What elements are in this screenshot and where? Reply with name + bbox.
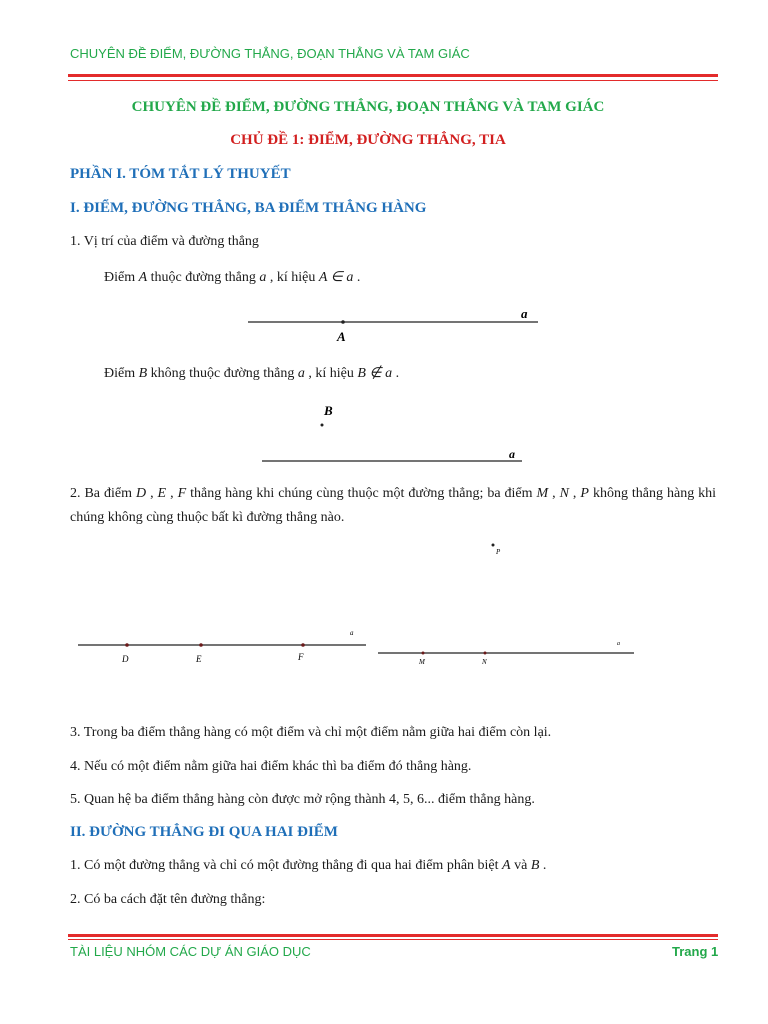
- figure-point-off-line: [250, 400, 540, 470]
- label-point-f: F: [298, 652, 304, 662]
- point-f-dot: [301, 643, 305, 647]
- footer-source: TÀI LIỆU NHÓM CÁC DỰ ÁN GIÁO DỤC: [70, 944, 311, 959]
- math-var: B: [138, 366, 148, 381]
- math-var: A: [138, 270, 148, 285]
- item-2-paragraph: [70, 482, 716, 530]
- point-a-statement: [104, 269, 360, 286]
- text: Điểm: [104, 366, 139, 381]
- point-a-dot: [341, 320, 345, 324]
- chapter-title: [0, 132, 736, 149]
- document-title: CHUYÊN ĐỀ ĐIỂM, ĐƯỜNG THẲNG, ĐOẠN THẲNG VÀ TAM GIÁC: [131, 99, 605, 115]
- text: thuộc đường thẳng: [147, 270, 260, 285]
- text: ,: [568, 486, 581, 501]
- text: .: [539, 858, 547, 873]
- text: không thuộc đường thẳng: [147, 366, 298, 381]
- figure-collinear-points: [70, 622, 370, 672]
- math-var: A: [502, 858, 511, 873]
- part-heading: PHẦN I. TÓM TẮT LÝ THUYẾT: [70, 166, 291, 182]
- text: , kí hiệu: [304, 366, 358, 381]
- figure-noncollinear-points: [372, 540, 642, 670]
- math-var: B: [530, 858, 540, 873]
- label-point-b: B: [324, 403, 333, 418]
- text: thẳng hàng khi chúng cùng thuộc một đường thẳng; ba điểm: [186, 486, 537, 501]
- footer-rule: [68, 934, 718, 937]
- point-n-dot: [484, 652, 487, 655]
- text: ,: [166, 486, 178, 501]
- point-m-dot: [422, 652, 425, 655]
- text: Điểm: [104, 270, 139, 285]
- math-var: F: [177, 486, 187, 501]
- point-b-statement: [104, 365, 399, 382]
- math-notation: A ∈ a: [318, 270, 354, 285]
- text: , kí hiệu: [266, 270, 319, 285]
- item-1-heading: 1. Vị trí của điểm và đường thẳng: [70, 234, 259, 249]
- math-var: a: [259, 270, 267, 285]
- header-rule: [68, 74, 718, 77]
- label-line-a: a: [617, 641, 620, 647]
- point-p-dot: [492, 544, 495, 547]
- page-number: Trang 1: [672, 944, 719, 959]
- point-d-dot: [125, 643, 129, 647]
- label-point-d: D: [122, 654, 129, 664]
- math-var: M: [536, 486, 549, 501]
- chapter-prefix: CHỦ ĐỀ 1:: [230, 132, 305, 148]
- math-var: N: [559, 486, 569, 501]
- label-point-m: M: [419, 658, 425, 666]
- ii-item-2: 2. Có ba cách đặt tên đường thẳng:: [70, 892, 266, 907]
- point-b-dot: [321, 424, 324, 427]
- math-var: P: [580, 486, 589, 501]
- math-var: a: [297, 366, 305, 381]
- ii-item-1: [70, 858, 546, 874]
- text: .: [353, 270, 361, 285]
- item-4: 4. Nếu có một điểm nằm giữa hai điểm khác thì ba điểm đó thẳng hàng.: [70, 759, 472, 774]
- math-var: D: [135, 486, 147, 501]
- section-heading-1: I. ĐIỂM, ĐƯỜNG THẲNG, BA ĐIỂM THẲNG HÀNG: [70, 200, 427, 216]
- text: .: [392, 366, 400, 381]
- label-line-a: a: [521, 306, 528, 321]
- label-point-e: E: [196, 654, 202, 664]
- item-3: 3. Trong ba điểm thẳng hàng có một điểm và chỉ một điểm nằm giữa hai điểm còn lại.: [70, 725, 552, 740]
- math-var: E: [157, 486, 167, 501]
- section-heading-2: II. ĐƯỜNG THẲNG ĐI QUA HAI ĐIỂM: [70, 824, 338, 840]
- label-point-a: A: [337, 329, 346, 344]
- point-e-dot: [199, 643, 203, 647]
- header-rule-thin: [68, 80, 718, 81]
- chapter-name: ĐIỂM, ĐƯỜNG THẲNG, TIA: [304, 132, 506, 148]
- label-point-p: P: [496, 548, 501, 556]
- text: 1. Có một đường thẳng và chỉ có một đường thẳng đi qua hai điểm phân biệt: [70, 858, 503, 873]
- running-header: CHUYÊN ĐỀ ĐIỂM, ĐƯỜNG THẲNG, ĐOẠN THẲNG VÀ TAM GIÁC: [70, 46, 470, 61]
- text: 2. Ba điểm: [70, 486, 136, 501]
- label-point-n: N: [482, 658, 487, 666]
- text: không thẳng hàng khi chúng không cùng thuộc bất kì đường thẳng nào.: [70, 486, 717, 525]
- label-line-a: a: [350, 629, 354, 637]
- figure-point-on-line: [240, 305, 550, 345]
- text: và: [510, 858, 531, 873]
- text: ,: [548, 486, 560, 501]
- item-5: 5. Quan hệ ba điểm thẳng hàng còn được mở rộng thành 4, 5, 6... điểm thẳng hàng.: [70, 792, 535, 807]
- math-notation: B ∉ a: [357, 366, 393, 381]
- footer-rule-thin: [68, 939, 718, 940]
- text: ,: [146, 486, 158, 501]
- label-line-a: a: [509, 447, 515, 461]
